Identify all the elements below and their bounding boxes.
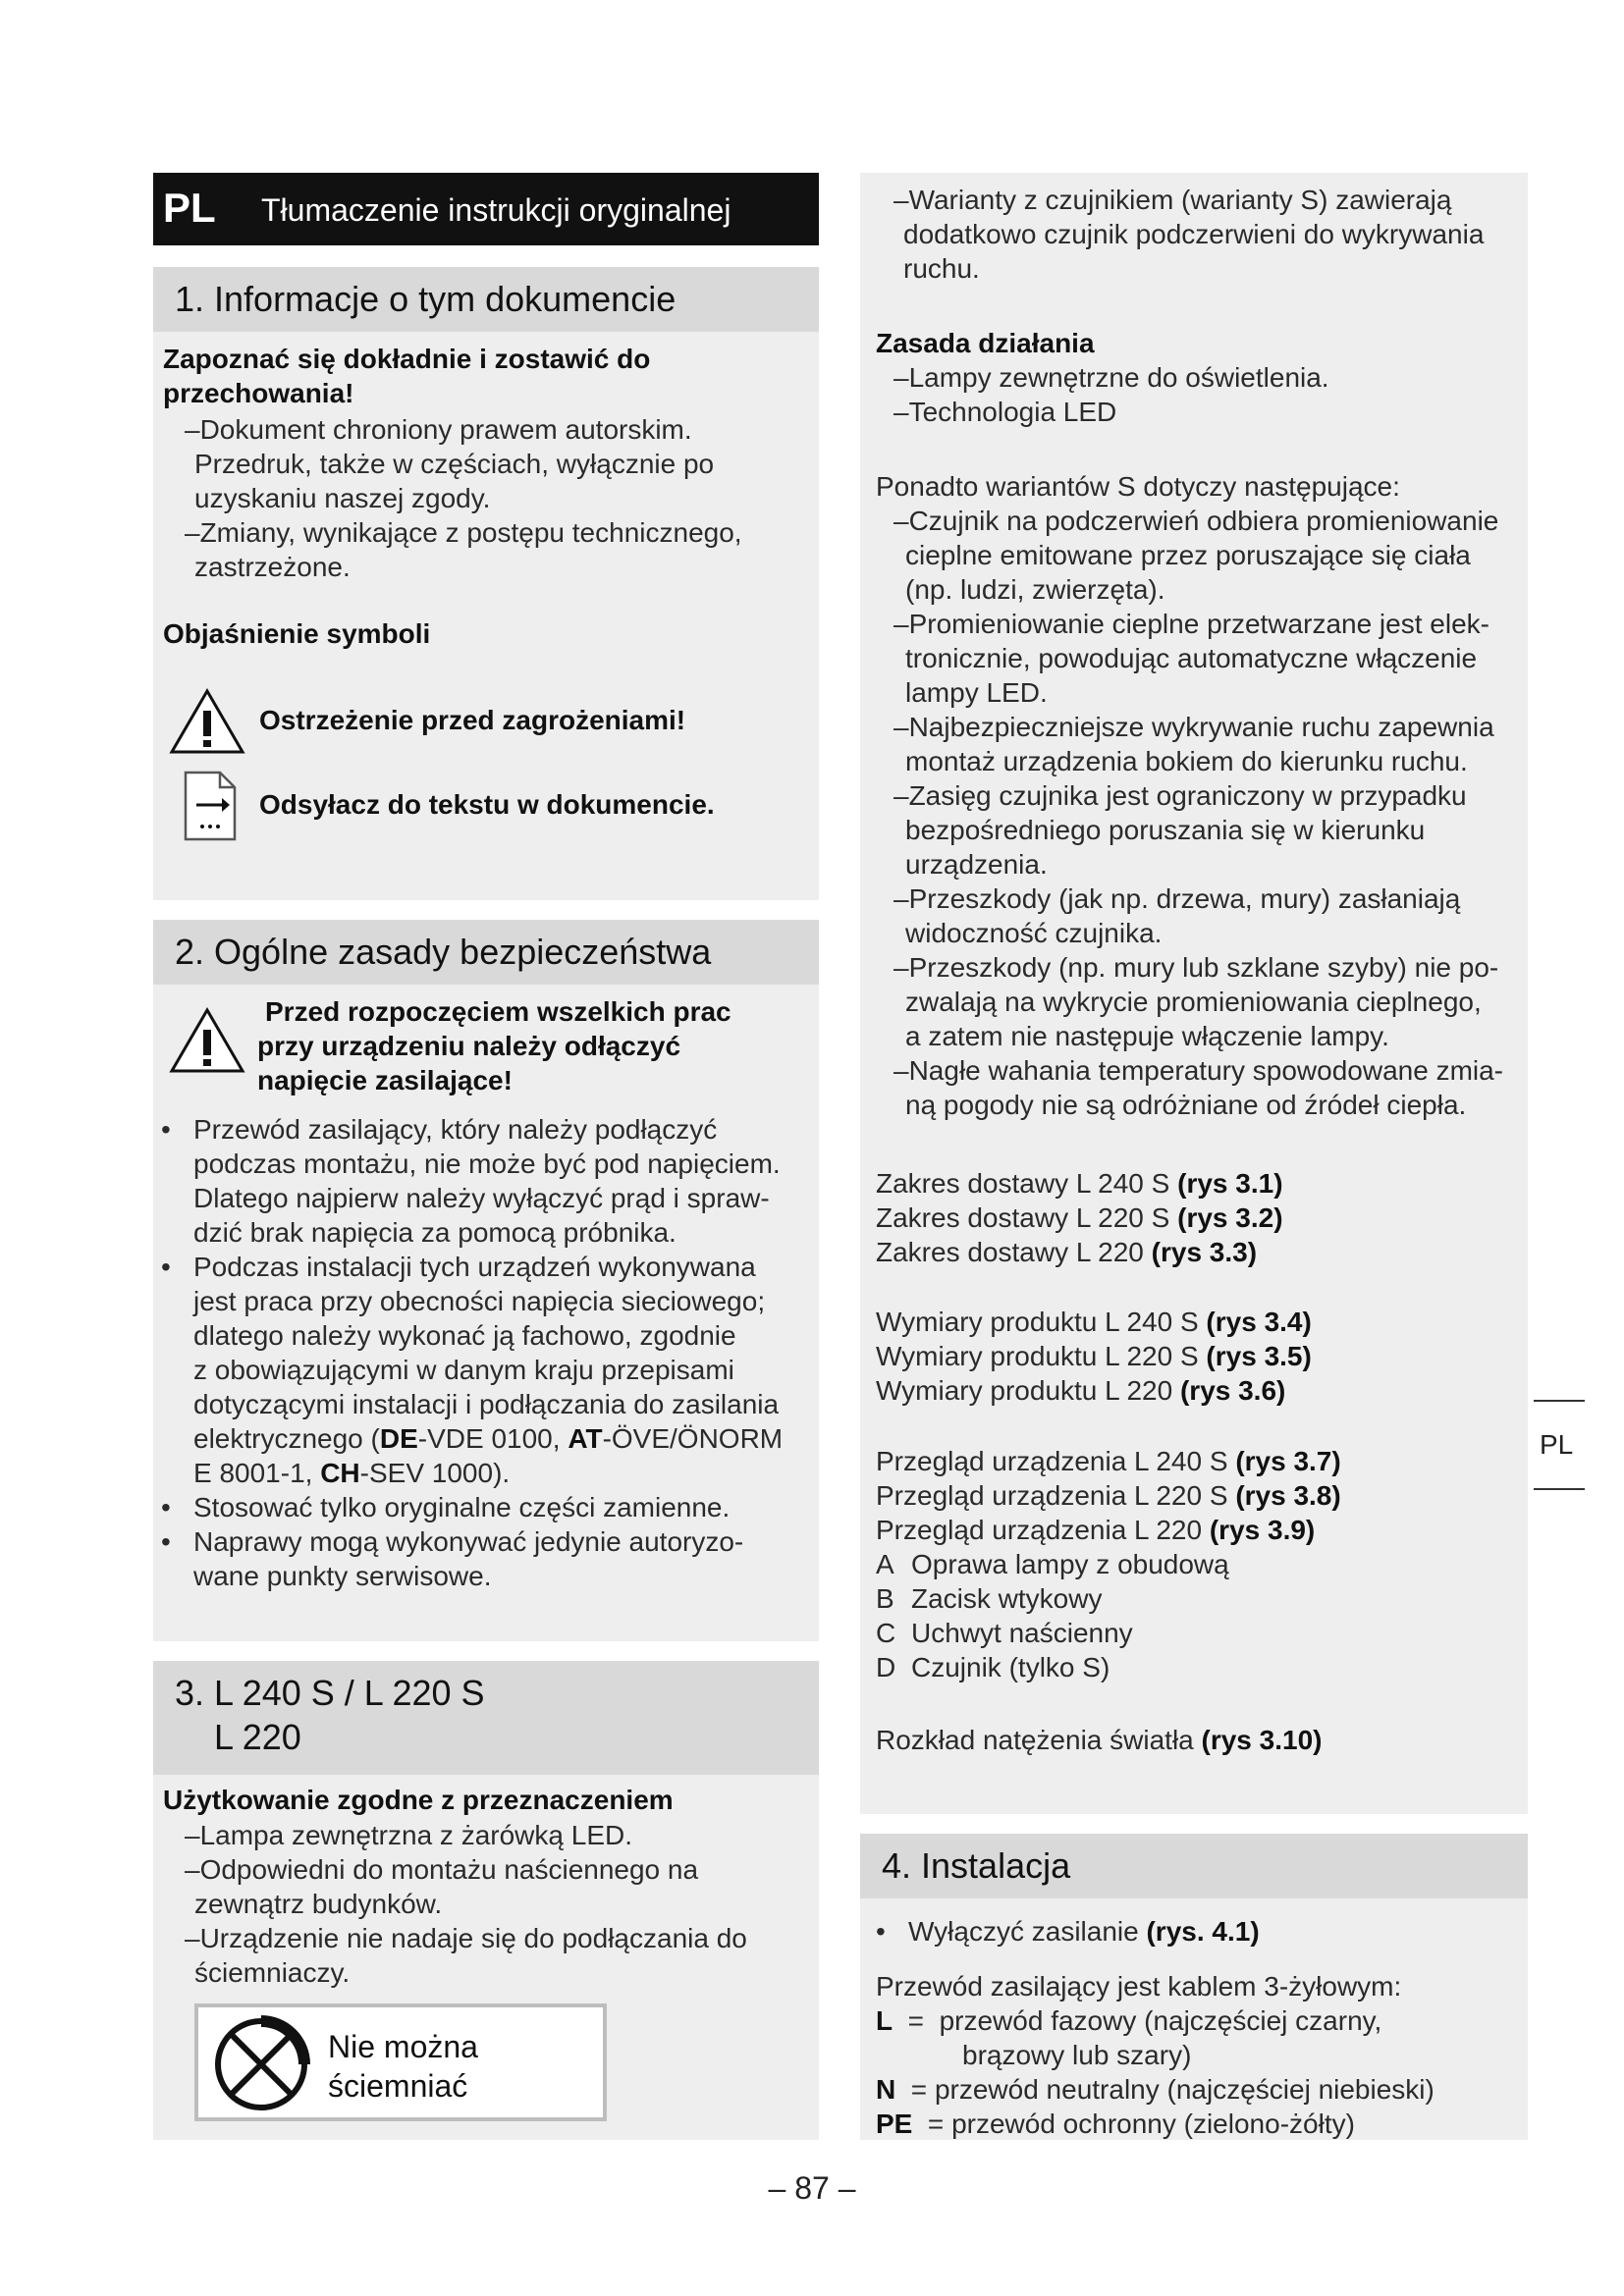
section-1-panel — [153, 267, 819, 900]
no-dimming-box — [194, 2003, 607, 2121]
parts-list: A Oprawa lampy z obudową B Zacisk wtykowy C Uchwyt naścienny D Czujnik (tylko S) — [876, 1549, 1229, 1682]
bullet-item: • Naprawy mogą wykonywać jedynie autoryzo- wane punkty serwisowe. — [161, 1526, 744, 1591]
wire-list: L = przewód fazowy (najczęściej czarny, brązowy lub szary) N = przewód neutralny (najczęściej niebieski) PE = przewód ochronny (zielono-żółty) — [876, 2005, 1435, 2139]
light-distribution: Rozkład natężenia światła (rys 3.10) — [876, 1725, 1323, 1755]
bullet-item: • Podczas instalacji tych urządzeń wykonywana jest praca przy obecności napięcia sieciowego; dlatego należy wykonać ją fachowo, zgodnie z obowiązującymi w danym kraju przepisami dotyczącymi instalacji i podłączania do zasilania elektrycznego (DE-VDE 0100, AT-ÖVE/ÖNORM E 8001-1, CH-SEV 1000). — [161, 1252, 784, 1488]
no-dimmer-icon — [210, 2013, 312, 2115]
section-1-subheading: Zapoznać się dokładnie i zostawić do przechowania! — [163, 344, 651, 408]
page-number: – 87 – — [768, 2170, 856, 2206]
section-2-header — [153, 920, 819, 985]
warning-triangle-icon — [169, 687, 245, 756]
symbol-reference-label: Odsyłacz do tekstu w dokumencie. — [259, 789, 715, 820]
no-dimming-label: Nie można ściemniać — [328, 2029, 478, 2104]
symbols-heading: Objaśnienie symboli — [163, 618, 431, 649]
side-tab-label: PL — [1540, 1429, 1574, 1460]
bullet-item: • Przewód zasilający, który należy podłączyć podczas montażu, nie może być pod napięciem. Dlatego najpierw należy wyłączyć prąd i spraw- dzić brak napięcia za pomocą próbnika. — [161, 1114, 781, 1248]
header-title: Tłumaczenie instrukcji oryginalnej — [261, 192, 731, 228]
cable-intro: Przewód zasilający jest kablem 3-żyłowym: — [876, 1971, 1402, 2002]
section-2-bullets — [161, 1112, 819, 1593]
section-3-heading-line-1: 3. L 240 S / L 220 S — [175, 1673, 485, 1713]
symbol-warning-label: Ostrzeżenie przed zagrożeniami! — [259, 705, 686, 735]
section-3-continued-panel — [860, 173, 1528, 1814]
section-3-panel — [153, 1661, 819, 2140]
section-1-body: –Dokument chroniony prawem autorskim. Przedruk, także w częściach, wyłącznie po uzyskaniu naszej zgody. –Zmiany, wynikające z postępu technicznego, zastrzeżone. — [185, 414, 742, 582]
language-header — [153, 173, 819, 245]
document-reference-icon — [183, 770, 238, 842]
principle-heading: Zasada działania — [876, 328, 1095, 358]
bullet-item: • Wyłączyć zasilanie (rys. 4.1) — [876, 1916, 1260, 1947]
section-3-body: –Lampa zewnętrzna z żarówką LED. –Odpowiedni do montażu naściennego na zewnątrz budynków. –Urządzenie nie nadaje się do podłączania do ściemniaczy. — [185, 1820, 747, 1988]
section-4-heading: 4. Instalacja — [882, 1845, 1071, 1886]
s-variants-body: –Czujnik na podczerwień odbiera promieniowanie cieplne emitowane przez poruszające się ciała (np. ludzi, zwierzęta). –Promieniowanie cieplne przetwarzane jest elek- tronicznie, powodując automatyczne włączenie lampy LED. –Najbezpieczniejsze wykrywanie ruchu zapewnia montaż urządzenia bokiem do kierunku ruchu. –Zasięg czujnika jest ograniczony w przypadku bezpośredniego poruszania się w kierunku urządzenia. –Przeszkody (jak np. drzewa, mury) zasłaniają widoczność czujnika. –Przeszkody (np. mury lub szklane szyby) nie po- zwalają na wykrycie promieniowania cieplnego, a zatem nie następuje włączenie lampy. –Nagłe wahania temperatury spowodowane zmia- ną pogody nie są odróżniane od źródeł ciepła. — [893, 506, 1504, 1120]
bullet-item: • Stosować tylko oryginalne części zamienne. — [161, 1492, 731, 1522]
section-3-heading-line-2: L 220 — [214, 1717, 301, 1757]
section-4-panel — [860, 1834, 1528, 2140]
sensor-variants-intro: –Warianty z czujnikiem (warianty S) zawierają dodatkowo czujnik podczerwieni do wykrywania ruchu. — [893, 185, 1485, 284]
section-4-header — [860, 1834, 1528, 1898]
delivery-scope-list: Zakres dostawy L 240 S (rys 3.1) Zakres dostawy L 220 S (rys 3.2) Zakres dostawy L 220 (rys 3.3) — [876, 1168, 1283, 1267]
section-3-subheading: Użytkowanie zgodne z przeznaczeniem — [163, 1785, 674, 1815]
section-2-warning: Przed rozpoczęciem wszelkich prac przy urządzeniu należy odłączyć napięcie zasilające! — [257, 996, 731, 1095]
language-code: PL — [163, 185, 216, 231]
dimensions-list: Wymiary produktu L 240 S (rys 3.4) Wymiary produktu L 220 S (rys 3.5) Wymiary produktu L 220 (rys 3.6) — [876, 1307, 1312, 1406]
section-1-heading: 1. Informacje o tym dokumencie — [175, 279, 677, 319]
warning-triangle-icon — [169, 1006, 245, 1075]
section-1-header — [153, 267, 819, 332]
section-2-panel — [153, 920, 819, 1641]
language-side-tab — [1534, 1400, 1585, 1490]
s-variants-heading: Ponadto wariantów S dotyczy następujące: — [876, 471, 1400, 502]
section-3-header — [153, 1661, 819, 1775]
principle-body: –Lampy zewnętrzne do oświetlenia. –Technologia LED — [893, 362, 1329, 427]
section-2-heading: 2. Ogólne zasady bezpieczeństwa — [175, 932, 712, 972]
overview-list: Przegląd urządzenia L 240 S (rys 3.7) Przegląd urządzenia L 220 S (rys 3.8) Przegląd urządzenia L 220 (rys 3.9) — [876, 1446, 1341, 1545]
